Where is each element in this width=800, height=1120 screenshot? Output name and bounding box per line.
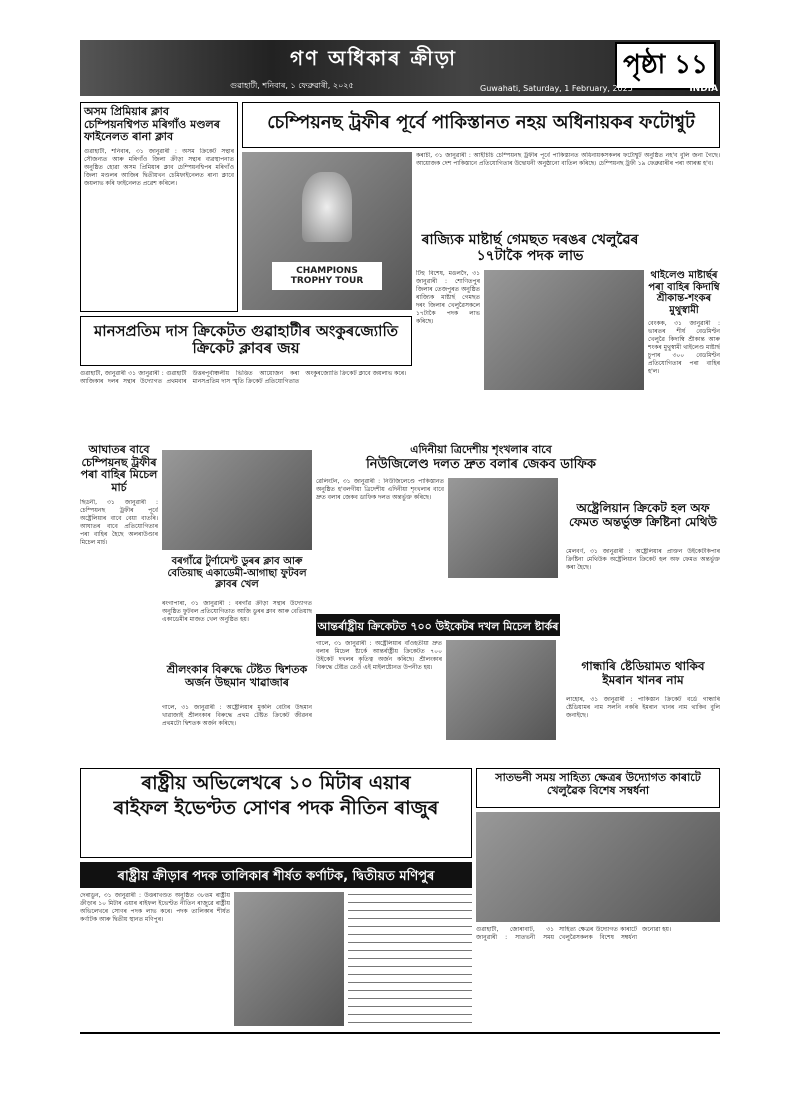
daffy-kicker: এদিনীয়া ত্ৰিদেশীয় শৃংখলাৰ বাবে — [410, 443, 552, 456]
christina-body: মেলবৰ্ণ, ৩১ জানুৱাৰী : অষ্ট্ৰেলিয়াৰ প্ৰাক্তন উইকেটকিপাৰ ক্ৰিষ্টিনা মেথিউক অষ্ট্ৰেলিয়ান ক্ৰিকেট হল অফ ফেমত অন্তৰ্ভুক্ত কৰা হৈছে। — [566, 548, 720, 571]
daffy-photo — [448, 478, 558, 578]
football-headline: বৰগাঁৱে টুৰ্ণামেণ্ট ডুৰৰ ক্লাব আৰু বেতিয়াছ একাডেমী-আগাছা ফুটবল ক্লাবৰ খেল — [167, 556, 307, 590]
christina-headline: অষ্ট্ৰেলিয়ান ক্ৰিকেট হল অফ ফেমত অন্তৰ্ভুক্ত ক্ৰিষ্টিনা মেথিউ — [569, 501, 717, 529]
khawaja-body: গালে, ৩১ জানুৱাৰী : অষ্ট্ৰেলিয়াৰ মুকলি বেটাৰ উছমান খাৱাজাই শ্ৰীলংকাৰ বিৰুদ্ধে প্ৰথম টেষ্টত ক্ৰিকেট জীৱনৰ প্ৰথমটো দ্বিশতক অৰ্জন কৰিছে। — [162, 704, 312, 727]
masters-headline: ৰাজ্যিক মাষ্টাৰ্ছ গেমছত দৰঙৰ খেলুৱৈৰ ১৭টাকৈ পদক লাভ — [416, 230, 644, 266]
left-story-headline: অসম প্ৰিমিয়াৰ ক্লাব চেম্পিয়নশ্বিপত মৰিগাঁও মণ্ডলৰ ফাইনেলত ৰানা ক্লাব — [84, 105, 220, 144]
trophy-photo — [242, 152, 412, 310]
india-label: INDIA — [689, 84, 718, 94]
trophy-story-body: কৰাচী, ৩১ জানুৱাৰী : আইচিচি চেম্পিয়নছ ট্ৰফীৰ পূৰ্বে পাকিস্তানত অধিনায়কসকলৰ ফটোশ্বুট অনুষ্ঠিত নহ'ব বুলি জনা গৈছে। আয়োজক দেশ পাকিস্তানে প্ৰতিযোগিতাৰ উদ্বোধনী অনুষ্ঠানো বাতিল কৰিছে। চেম্পিয়নছ ট্ৰফী ১৯ ফেব্ৰুৱাৰীৰ পৰা আৰম্ভ হ'ব। — [416, 152, 720, 167]
marsh-body: ছিডনী, ৩১ জানুৱাৰী : চেম্পিয়নছ ট্ৰফীৰ পূৰ্বে অষ্ট্ৰেলিয়াৰ বাবে বেয়া বাতৰি। আঘাতৰ বাবে প্ৰতিযোগিতাৰ পৰা বাহিৰ হৈছে অলৰাউণ্ডাৰ মিচেল মাৰ্চ। — [80, 498, 158, 546]
page-number: পৃষ্ঠা ১১ — [615, 42, 716, 90]
football-photo — [162, 450, 312, 550]
bottom-body: দেৰাডুন, ৩১ জানুৱাৰী : উত্তৰাখণ্ডত অনুষ্ঠিত ৩৮তম ৰাষ্ট্ৰীয় ক্ৰীড়াৰ ১০ মিটাৰ এয়াৰ ৰাইফল ইভেণ্টত নীতিন ৰাজুৱে ৰাষ্ট্ৰীয় অভিলেখৰে সোণৰ পদক লাভ কৰে। পদক তালিকাৰ শীৰ্ষত কৰ্ণাটক আৰু দ্বিতীয় স্থানত মণিপুৰ। — [80, 892, 230, 923]
right-story-headline: থাইলেণ্ড মাষ্টাৰ্ছৰ পৰা বাহিৰ কিদাম্বি শ্ৰীকান্ত-শংকৰ মুথুস্বামী — [648, 270, 720, 316]
daffy-headline: নিউজিলেণ্ড দলত দ্ৰুত বলাৰ জেকব ডাফিক — [366, 457, 596, 472]
satvati-headline: সাতভনী সময় সাহিত্য ক্ষেত্ৰৰ উদ্যোগত কাৰাটে খেলুৱৈক বিশেষ সম্বৰ্ধনা — [476, 768, 720, 808]
masthead — [80, 40, 720, 96]
page-bottom-rule — [80, 1032, 720, 1034]
masters-photo — [484, 270, 644, 390]
manas-headline: মানসপ্ৰতিম দাস ক্ৰিকেটত গুৱাহাটীৰ অংকুৰজ্যোতি ক্ৰিকেট ক্লাবৰ জয় — [80, 316, 412, 366]
satvati-photo — [476, 812, 720, 922]
marsh-story — [80, 444, 158, 734]
khawaja-headline: শ্ৰীলংকাৰ বিৰুদ্ধে টেষ্টত দ্বিশতক অৰ্জন উছমান খাৱাজাৰ — [166, 663, 308, 689]
top-headline: চেম্পিয়নছ ট্ৰফীৰ পূৰ্বে পাকিস্তানত নহয় অধিনায়কৰ ফটোশ্বুট — [242, 102, 720, 148]
bottom-headline-1: ৰাষ্ট্ৰীয় অভিলেখৰে ১০ মিটাৰ এয়াৰ — [141, 772, 411, 794]
gandhi-headline: গান্ধাৰি ষ্টেডিয়ামত থাকিব ইমৰান খানৰ নাম — [581, 659, 705, 687]
right-story — [648, 270, 720, 470]
left-story-body: গুৱাহাটী, শনিবাৰ, ৩১ জানুৱাৰী : অসম ক্ৰিকেট সন্থাৰ সৌজন্যত আৰু মৰিগাঁও জিলা ক্ৰীড়া সন্থাৰ ব্যৱস্থাপনাত অনুষ্ঠিত হোৱা অসম প্ৰিমিয়াৰ ক্লাব চেম্পিয়নশ্বিপৰ মৰিগাঁও জিলা মণ্ডলৰ আজিৰ দ্বিতীয়খন চেমিফাইনেলত ৰানা ক্লাবে জয়লাভ কৰি ফাইনেলত প্ৰৱেশ কৰিলে। — [84, 147, 234, 187]
date-english: Guwahati, Saturday, 1 February, 2025 — [480, 84, 633, 93]
daffy-body: ৱেলিংটন, ৩১ জানুৱাৰী : নিউজিলেণ্ডে পাকিস্তানত অনুষ্ঠিত হ'বলগীয়া ত্ৰিদেশীয় এদিনীয়া শৃংখলাৰ বাবে দ্ৰুত বলাৰ জেকব ডাফিক দলত অন্তৰ্ভুক্ত কৰিছে। — [316, 478, 444, 501]
bottom-body-continued — [348, 892, 472, 1026]
marsh-headline: আঘাতৰ বাবে চেম্পিয়নছ ট্ৰফীৰ পৰা বাহিৰ মিচেল মাৰ্চ — [80, 443, 158, 494]
bottom-headline-2: ৰাইফল ইভেণ্টত সোণৰ পদক নীতিন ৰাজুৰ — [113, 796, 439, 819]
date-assamese: গুৱাহাটী, শনিবাৰ, ১ ফেব্ৰুৱাৰী, ২০২৫ — [230, 81, 354, 90]
satvati-body: গুৱাহাটী, জোৰাবাট, ৩১ জানুৱাৰী : সাতভনী সময় সাহিত্য ক্ষেত্ৰৰ উদ্যোগত কাৰাটে খেলুৱৈসকলক বিশেষ সম্বৰ্ধনা জনোৱা হয়। — [476, 926, 672, 941]
manas-body: গুৱাহাটী, জানুৱাৰী ৩১ জানুৱাৰী : গুৱাহাটী আজিকাৰ দলৰ সন্থাৰ উদ্যোগত প্ৰথমবাৰ উত্তৰপূৰ্বাঞ্চলীয় ভিত্তিত আয়োজন কৰা মানসপ্ৰতিম দাস স্মৃতি ক্ৰিকেট প্ৰতিযোগিতাত অংকুৰজ্যোতি ক্ৰিকেট ক্লাবে জয়লাভ কৰে। — [80, 370, 407, 385]
bottom-headline-box — [80, 768, 472, 858]
masthead-title: গণ অধিকাৰ ক্ৰীড়া — [290, 46, 457, 70]
masters-body: টিহু বিশেষ, মঙলদৈ, ৩১ জানুৱাৰী : শোণিতপুৰ জিলাৰ তেজপুৰত অনুষ্ঠিত ৰাজ্যিক মাষ্টাৰ্ছ গেমছত দৰং জিলাৰ খেলুৱৈসকলে ১৭টাকৈ পদক লাভ কৰিছে। — [416, 270, 480, 325]
left-story — [80, 102, 238, 312]
starc-photo — [446, 640, 556, 740]
trophy-tour-label: CHAMPIONS TROPHY TOUR — [272, 262, 382, 290]
bottom-subheadline: ৰাষ্ট্ৰীয় ক্ৰীড়াৰ পদক তালিকাৰ শীৰ্ষত কৰ্ণাটক, দ্বিতীয়ত মণিপুৰ — [80, 862, 472, 888]
trophy-icon — [302, 172, 352, 242]
gandhi-body: লাহোৰ, ৩১ জানুৱাৰী : পাকিস্তান ক্ৰিকেট বৰ্ডে গান্ধাৰি ষ্টেডিয়ামৰ নাম সলনি নকৰি ইমৰান খানৰ নাম থাকিব বুলি জনাইছে। — [566, 696, 720, 719]
starc-body: গালে, ৩১ জানুৱাৰী : অষ্ট্ৰেলিয়াৰ বাঁওহতীয়া দ্ৰুত বলাৰ মিচেল ষ্টাৰ্কে আন্তৰ্ৰাষ্ট্ৰীয় ক্ৰিকেটত ৭০০ উইকেট দখলৰ কৃতিত্ব অৰ্জন কৰিছে। শ্ৰীলংকাৰ বিৰুদ্ধে টেষ্টত তেওঁ এই মাইলষ্টোনত উপনীত হয়। — [316, 640, 442, 671]
right-story-body: বেংকক, ৩১ জানুৱাৰী : ভাৰতৰ শীৰ্ষ বেডমিণ্টন খেলুৱৈ কিদাম্বি শ্ৰীকান্ত আৰু শংকৰ মুথুস্বামী থাইলেণ্ড মাষ্টাৰ্ছ চুপাৰ ৩০০ বেডমিণ্টন প্ৰতিযোগিতাৰ পৰা বাহিৰ হ'ল। — [648, 320, 720, 375]
starc-headline: আন্তৰ্ৰাষ্ট্ৰীয় ক্ৰিকেটত ৭০০ উইকেটৰ দখল মিচেল ষ্টাৰ্কৰ — [316, 614, 560, 636]
rifle-shooter-photo — [234, 892, 344, 1026]
football-body: ৰংগাপাৰা, ৩১ জানুৱাৰী : বৰগাঁৱ ক্ৰীড়া সন্থাৰ উদ্যোগত অনুষ্ঠিত ফুটবল প্ৰতিযোগিতাত আজি ডুৰৰ ক্লাব আৰু বেতিয়াছ একাডেমীৰ মাজত খেল অনুষ্ঠিত হয়। — [162, 600, 312, 623]
